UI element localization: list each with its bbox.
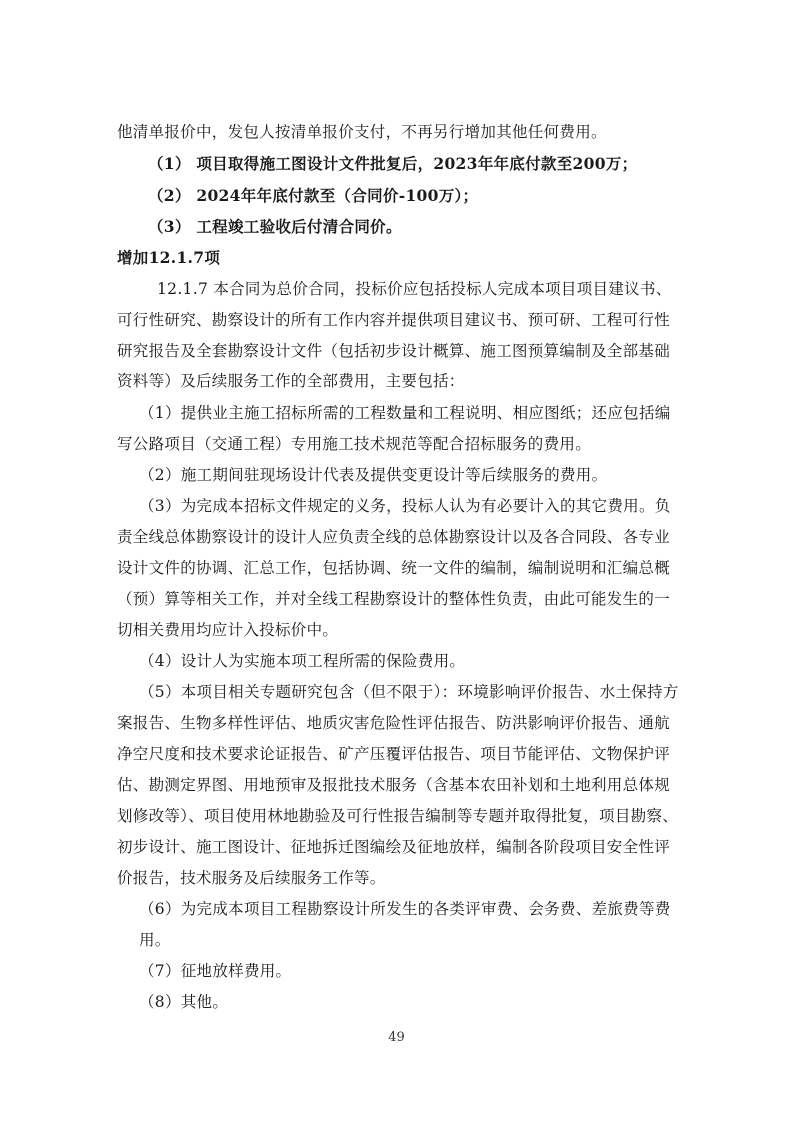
- clause-12-1-7-line-3: 研究报告及全套勘察设计文件（包括初步设计概算、施工图预算编制及全部基础: [117, 342, 671, 360]
- clause-12-1-7-line-4: 资料等）及后续服务工作的全部费用，主要包括：: [117, 372, 465, 390]
- item-3-line-1: （3）为完成本招标文件规定的义务，投标人认为有必要计入的其它费用。负: [139, 497, 671, 515]
- item-5-line-4: 估、勘测定界图、用地预审及报批技术服务（含基本农田补划和土地利用总体规: [117, 776, 671, 794]
- item-5-line-2: 案报告、生物多样性评估、地质灾害危险性评估报告、防洪影响评价报告、通航: [117, 714, 671, 732]
- payment-item-2: （2） 2024年年底付款至（合同价-100万）；: [148, 186, 479, 205]
- page-number: 49: [388, 1030, 405, 1045]
- item-3-line-3: 设计文件的协调、汇总工作，包括协调、统一文件的编制，编制说明和汇编总概: [117, 559, 671, 577]
- item-1-line-2: 写公路项目（交通工程）专用施工技术规范等配合招标服务的费用。: [117, 435, 592, 453]
- payment-item-3: （3） 工程竣工验收后付清合同价。: [148, 217, 402, 236]
- section-heading: 增加12.1.7项: [117, 248, 221, 267]
- item-2: （2）施工期间驻现场设计代表及提供变更设计等后续服务的费用。: [139, 466, 608, 484]
- item-1-line-1: （1）提供业主施工招标所需的工程数量和工程说明、相应图纸；还应包括编: [139, 404, 671, 422]
- item-3-line-4: （预）算等相关工作，并对全线工程勘察设计的整体性负责，由此可能发生的一: [117, 590, 671, 608]
- text-line-1: 他清单报价中，发包人按清单报价支付，不再另行增加其他任何费用。: [117, 123, 607, 141]
- item-6-line-2: 用。: [139, 931, 171, 949]
- item-4: （4）设计人为实施本项工程所需的保险费用。: [139, 652, 466, 670]
- item-5-line-1: （5）本项目相关专题研究包含（但不限于）：环境影响评价报告、水土保持方: [139, 683, 679, 701]
- item-8: （8）其他。: [139, 993, 229, 1011]
- item-7: （7）征地放样费用。: [139, 962, 292, 980]
- item-3-line-5: 切相关费用均应计入投标价中。: [117, 621, 339, 639]
- clause-12-1-7-line-1: 12.1.7 本合同为总价合同，投标价应包括投标人完成本项目项目建议书、: [157, 280, 672, 298]
- payment-item-1: （1） 项目取得施工图设计文件批复后，2023年年底付款至200万；: [148, 154, 638, 173]
- item-6-line-1: （6）为完成本项目工程勘察设计所发生的各类评审费、会务费、差旅费等费: [139, 900, 671, 918]
- item-5-line-3: 净空尺度和技术要求论证报告、矿产压覆评估报告、项目节能评估、文物保护评: [117, 745, 671, 763]
- clause-12-1-7-line-2: 可行性研究、勘察设计的所有工作内容并提供项目建议书、预可研、工程可行性: [117, 311, 671, 329]
- item-3-line-2: 责全线总体勘察设计的设计人应负责全线的总体勘察设计以及各合同段、各专业: [117, 528, 671, 546]
- item-5-line-6: 初步设计、施工图设计、征地拆迁图编绘及征地放样，编制各阶段项目安全性评: [117, 838, 671, 856]
- item-5-line-7: 价报告，技术服务及后续服务工作等。: [117, 869, 386, 887]
- item-5-line-5: 划修改等）、项目使用林地勘验及可行性报告编制等专题并取得批复，项目勘察、: [117, 807, 679, 825]
